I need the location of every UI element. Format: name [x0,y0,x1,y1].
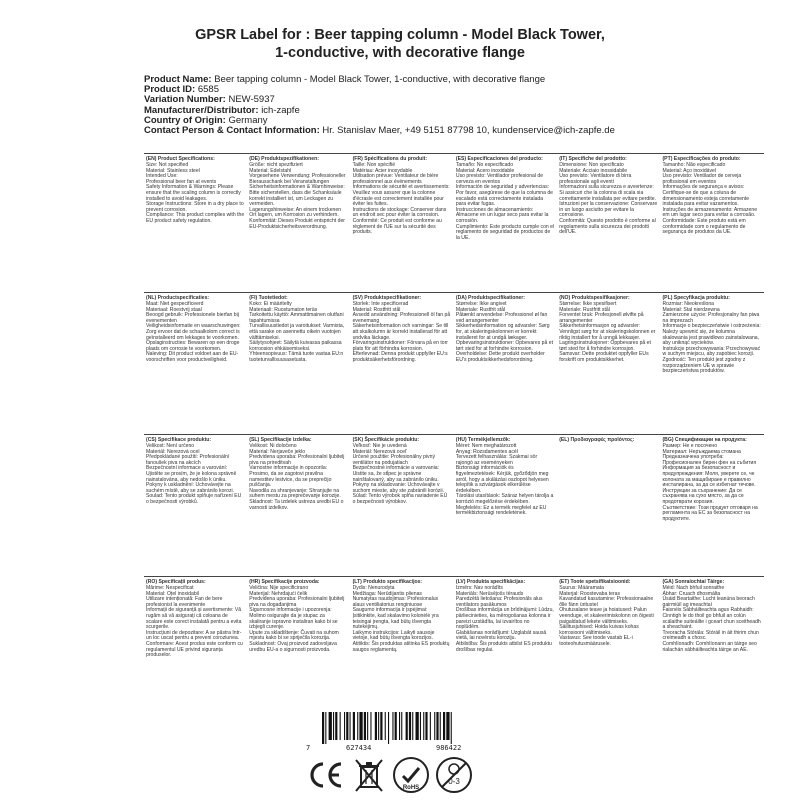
language-line: Glabāšanas norādījumi: Uzglabāt sausā vietā, lai novērstu koroziju. [455,629,548,642]
barcode-bar [325,712,326,744]
language-line: Conformare: Acest produs este conform cu regulamentul UE privind siguranța produselor. [146,641,245,659]
barcode-bar [436,712,438,740]
info-value: ich-zapfe [261,104,300,116]
language-line: Materiale: Rustfrit stål [455,306,506,313]
language-line: Vorgesehene Verwendung: Professioneller Bierausschank bei Veranstaltungen [249,173,347,185]
language-header: (EN) Product Specifications: [146,156,215,162]
language-line: Pokyny k uskladnění: Uchovávejte na suchém místě, aby se zabránilo korozi. [146,482,235,494]
language-line: Инструкции за съхранение: Да се съхранява на сухо място, за да се предотврати корозия. [662,487,746,506]
language-block [144,435,247,576]
language-line: Materiale: Acciaio inossidabile [559,167,628,174]
language-header: (BG) Спецификации на продукта: [662,437,747,443]
language-band [144,434,764,576]
barcode-bar [380,712,382,740]
language-line: Materiale: Rustfritt stål [559,306,610,313]
language-line: Instrukcje przechowywania: Przechowywać w suchym miejscu, aby zapobiec korozji. [662,345,762,358]
language-line: Storlek: Inte specificerad [352,301,409,308]
language-line: Utilisation prévue: Ventilateur de bière professionnel aux événements [352,173,440,185]
product-info [144,75,764,136]
language-line: Mărime: Nespecificat [146,585,194,592]
language-block [557,154,660,292]
language-line: Предназначена употреба: Професионален бирен фен на събития [662,454,757,466]
language-line: Tamanho: Não especificado [662,162,726,169]
language-line: Koko: Ei määritelty [249,301,292,308]
language-line: Vastavus: See toode vastab EL-i tooteohutusmäärusele. [559,635,635,648]
language-line: Medžiaga: Nerūdijantis plienas [352,590,422,597]
language-line: Zgodność: Ten produkt jest zgodny z rozporządzeniem UE w sprawie bezpieczeństwa produktów. [662,357,747,375]
language-block [144,293,247,434]
info-label: Product ID: [144,84,196,96]
language-line: Paredzētā lietošana: Profesionāls alus ventilators pasākumos [455,596,544,608]
language-line: Naleving: Dit product voldoet aan de EU-voorschriften voor productveiligheid. [146,351,239,364]
language-line: Informações de segurança e avisos: Certifique-se de que a coluna de dimensionamento esteja corretamente instalada para evitar vazamentos. [662,184,751,208]
language-line: Size: Not specified [146,162,189,169]
language-line: Laikymo instrukcijos: Laikyti sausoje vietoje, kad būtų išvengta korozijos. [352,629,436,642]
language-line: Sukladnost: Ovaj proizvod zadovoljava uredbu EU-a o sigurnosti proizvoda. [249,641,339,653]
language-line: Dydis: Nenurodyta [352,585,395,592]
language-line: Safety Information & Warnings: Please ensure that the scaling column is correctly installed to avoid leakages. [146,184,243,202]
language-line: Forventet bruk: Profesjonell ølvifte på arrangementer [559,312,645,324]
info-label: Country of Origin: [144,114,226,126]
svg-text:RoHS: RoHS [402,785,420,791]
language-block [351,293,454,434]
barcode-bar [370,712,371,740]
language-line: Istruzioni per la conservazione: Conservare in un luogo asciutto per evitare la corrosione. [559,201,659,219]
language-line: Veličina: Nije specificirano [249,585,309,592]
language-line: Matériau: Acier inoxydable [352,167,413,174]
language-line: Material: Acero inoxidable [455,167,515,174]
language-line: Bezpečnostní informace a varování: Ujistěte se prosím, že je kolona správně nainstalována, aby nedošlo k úniku. [146,465,238,483]
language-line: Skladnost: Ta izdelek ustreza uredbi EU o varnosti izdelkov. [249,499,345,511]
product-info-row [144,75,764,85]
language-block [351,577,454,718]
language-header: (PL) Specyfikacja produktu: [662,295,730,301]
language-line: Material: Oțel inoxidabil [146,590,199,597]
language-band [144,292,764,434]
barcode-bar [451,712,452,744]
barcode-bar [375,712,377,740]
barcode-bar [329,712,332,740]
language-line: Informații de siguranță și avertismente: Vă rugăm să vă asigurați că coloana de scalare este corect instalată pentru a evita scurgerile. [146,607,243,631]
language-block [454,435,557,576]
language-line: Efterlevnad: Denna produkt uppfyller EU:s produktsäkerhetsförordning. [352,351,450,364]
language-header: (SV) Produktspecifikationer: [352,295,422,301]
info-label: Manufacturer/Distributor: [144,104,259,116]
language-line: Materijal: Nehrđajući čelik [249,590,308,597]
language-line: Velikost: Ni določeno [249,443,297,450]
barcode-bar [412,712,413,740]
language-header: (GA) Sonraíochtaí Táirge: [662,579,725,585]
language-block [247,435,350,576]
barcode-bar [388,712,389,744]
language-header: (SK) Špecifikácie produktu: [352,437,420,443]
language-line: Информация за безопасност и предупреждения: Моля, уверете се, че колоната за мащабиране е правилно инсталирана, за да се избегнат течове. [662,465,756,489]
language-line: Ohutusalane teave ja hoiatused: Palun veenduge, et skaleerimiskolonn on õigesti paigaldatud lekete vältimiseks. [559,607,656,625]
svg-text:0-3: 0-3 [448,777,460,786]
language-header: (RO) Specificații produs: [146,579,206,585]
language-line: Tárolási utasítások: Száraz helyen tárolja a korrózió megelőzése érdekében. [455,493,555,506]
language-line: Opslaginstructies: Bewaren op een droge plaats om corrosie te voorkomen. [146,340,241,352]
info-value: NEW-5937 [228,94,275,106]
language-line: Tamaño: No especificado [455,162,514,169]
language-line: Materiaal: Roestvrij staal [146,306,202,313]
language-header: (LV) Produkta specifikācijas: [455,579,526,585]
language-line: Säkerhetsinformation och varningar: Se till att skalkolumn är korrekt installerad för att undvika läckage. [352,323,450,341]
language-line: Avsedd användning: Professionell öl fan på evenemang [352,312,452,324]
language-line: Størrelse: Ikke angivet [455,301,507,308]
language-line: Overholdelse: Dette produkt overholder EU's produktsikkerhedsforordning. [455,351,547,364]
barcode-digit-left: 627434 [346,744,372,752]
language-line: Compliance: This product complies with the EU product safety regulation. [146,212,246,225]
language-header: (NO) Produktspesifikasjoner: [559,295,630,301]
language-line: Material: Stainless steel [146,167,200,174]
language-line: Suurus: Määramata [559,585,604,592]
language-line: Předpokládané použití: Profesionální fanoušek piva na akcích [146,454,231,466]
language-line: Turvallisuustiedot ja varoitukset: Varmista, että sarake on asennettu oikein vuotojen välttämiseksi. [249,323,346,341]
language-line: Beoogd gebruik: Professionele bierfan bij evenementen [146,312,241,324]
language-header: (ET) Toote spetsifikatsioonid: [559,579,631,585]
language-line: Predvidena uporaba: Profesionalni ljubitelj piva na prireditvah [249,454,346,466]
language-line: Soulad: Tento produkt splňuje nařízení EU o bezpečnosti výrobků. [146,493,243,506]
language-header: (LT) Produkto specifikacijos: [352,579,423,585]
language-line: Размер: Не е посочено [662,443,718,450]
language-line: Størrelse: Ikke spesifisert [559,301,617,308]
rohs-icon [391,755,431,795]
language-block [557,577,660,718]
language-line: Instrucciones de almacenamiento: Almacene en un lugar seco para evitar la corrosión. [455,206,550,225]
info-value: Germany [228,114,268,126]
barcode-bar [434,712,435,740]
language-line: Sicherheitsinformationen & Warnhinweise: Bitte sicherstellen, dass die Schanksäule korrekt installiert ist, um Leckagen zu vermeiden. [249,184,347,208]
language-block [351,154,454,292]
language-line: Veľkosť: Nie je uvedená [352,443,407,450]
language-header: (EL) Προδιαγραφές προϊόντος: [559,437,635,443]
page-title [0,26,800,62]
language-block [660,435,763,576]
info-label: Product Name: [144,74,212,85]
language-line: Förvaringsinstruktioner: Förvara på en torr plats för att förhindra korrosion. [352,340,450,352]
barcode-bar [357,712,358,740]
barcode-bar [425,712,427,740]
language-block [247,293,350,434]
language-block [454,577,557,718]
ce-mark-icon [306,755,346,795]
barcode-bar [359,712,362,740]
language-line: Súlad: Tento výrobok spĺňa nariadenie EÚ o bezpečnosti výrobkov. [352,493,449,506]
language-line: Upute za skladištenje: Čuvati na suhom mjestu kako bi se spriječila korozija. [249,629,341,642]
language-line: Lagerungshinweise: An einem trockenen Ort lagern, um Korrosion zu verhindern. [249,206,343,219]
language-line: Treoracha Stórála: Stóráil in áit thirim chun creimeadh a chosc. [662,629,761,642]
language-header: (HU) Termékjellemzők: [455,437,511,443]
info-label: Variation Number: [144,94,226,106]
language-line: Materiál: Nerezová ocel [146,448,200,455]
language-line: Materiaali: Ruostumaton teräs [249,306,318,313]
language-line: Samsvar: Dette produktet oppfyller EUs forskrift om produktsikkerhet. [559,351,651,364]
language-block [454,293,557,434]
barcode-bar [353,712,355,740]
language-line: Faisnéis Sábháilteachta agus Rabhaidh: Cinntigh le do thoil go bhfuil an colún scálaithe suiteáilte i gceart chun sceitheadh a sheachaint. [662,607,763,631]
language-block [557,293,660,434]
language-line: Taille: Non spécifié [352,162,396,169]
language-block [247,154,350,292]
language-block [660,293,763,434]
barcode-bar [416,712,419,740]
barcode-bar [344,712,345,740]
language-header: (ES) Especificaciones del producto: [455,156,543,162]
language-line: Dimensione: Non specificato [559,162,624,169]
language-line: Určené použitie: Profesionálny pivný ventilátor na podujatiach [352,454,437,466]
language-line: Maat: Niet gespecificeerd [146,301,204,308]
language-header: (DE) Produktspezifikationen: [249,156,319,162]
language-line: Uso previsto: Ventilador profesional de cerveza en eventos [455,173,545,185]
barcode-bar [322,712,324,744]
language-header: (FI) Tuotetiedot: [249,295,288,301]
language-line: Opbevaringsinstruktioner: Opbevares på et tørt sted for at forhindre korrosion. [455,340,555,352]
language-line: Materiał: Stal nierdzewna [662,306,720,313]
language-band [144,153,764,292]
compliance-symbols [0,755,800,795]
recycle-bin-crossed-icon [349,755,389,795]
language-line: Material: Aço inoxidável [662,167,716,174]
barcode-bar [406,712,408,740]
language-line: Sikkerhedsinformation og advarsler: Sørg for, at skaleringskolonnen er korrekt installeret for at undgå lækager. [455,323,552,341]
language-line: Atbilstība: Šis produkts atbilst ES produktu drošības regulai. [455,641,554,653]
language-line: Säilytysohjeet: Säilytä kuivassa paikassa korroosion ehkäisemiseksi. [249,340,344,352]
barcode-bar [335,712,337,740]
language-header: (SL) Specifikacije izdelka: [249,437,312,443]
language-line: Material: Edelstahl [249,167,292,174]
language-block [144,577,247,718]
barcode-bar [401,712,402,740]
language-block [247,577,350,718]
language-line: Yhteensopivuus: Tämä tuote vastaa EU:n tuoteturvallisuusasetusta. [249,351,345,364]
language-line: Материал: Неръждаема стомана [662,448,741,455]
language-line: Tervezett felhasználás: Szakmai sör rajongó az eseményeken [455,454,539,466]
language-block [557,435,660,576]
barcode-bar [350,712,351,740]
language-block [454,154,557,292]
language-line: Sigurnosne informacije i upozorenja: Molimo osigurajte da je stupac za skaliranje ispravno instaliran kako bi se izbjegli curenje. [249,607,340,631]
language-line: Comhlíonadh: Comhlíonann an táirge seo rialachán sábháilteachta táirge an AE. [662,641,759,653]
language-grid [144,153,764,718]
barcode-bar [333,712,334,740]
language-line: Méid: Nach bhfuil sonraithe [662,585,725,592]
language-line: Navodila za shranjevanje: Shranjujte na suhem mestu za preprečevanje korozije. [249,487,341,500]
language-header: (FR) Spécifications du produit: [352,156,428,162]
language-line: Numatytas naudojimas: Profesionalus alaus ventiliatorius renginiuose [352,596,440,608]
info-value: Beer tapping column - Model Black Tower, 1-conductive, with decorative flange [214,74,546,85]
barcode-bar [364,712,366,740]
language-line: Informacje o bezpieczeństwie i ostrzeżenia: Należy upewnić się, że kolumna skalowania jest prawidłowo zainstalowana, aby uniknąć wycieków. [662,323,763,347]
language-line: Uso previsto: Ventilador de cerveja profissional em eventos [662,173,743,185]
language-line: Lagringsinstruksjoner: Oppbevares på et tørt sted for å forhindre korrosjon. [559,340,653,352]
language-line: Uso previsto: Ventilatore di birra professionale agli eventi [559,173,633,185]
language-line: Instruções de armazenamento: Armazene em um lugar seco para evitar a corrosão. [662,206,759,219]
info-label: Contact Person & Contact Information: [144,125,320,137]
language-line: Konformität: Dieses Produkt entspricht der EU-Produktsicherheitsverordnung. [249,218,347,230]
language-line: Izmērs: Nav norādīts [455,585,503,592]
language-line: Kavandatud kasutamine: Professionaalne õlle fänn üritustel [559,596,655,608]
language-line: Съответствие: Този продукт отговаря на регламента на ЕС за безопасност на продуктите. [662,504,760,522]
barcode-bar [423,712,424,740]
language-line: Instrucțiuni de depozitare: A se păstra într-un loc uscat pentru a preveni coroziunea. [146,629,242,642]
language-line: Rozmiar: Nieokreślona [662,301,715,308]
barcode-bar [367,712,368,740]
language-line: Materjal: Roostevaba teras [559,590,621,597]
language-line: Cumplimiento: Este producto cumple con el reglamento de seguridad de productos de la UE. [455,223,556,241]
language-line: Storage Instructions: Store in a dry place to prevent corrosion. [146,201,246,213]
language-line: Materiāls: Nerūsējošs tērauds [455,590,524,597]
title-line-2: 1-conductive, with decorative flange [275,45,525,61]
barcode-bar [443,712,445,740]
barcode-bar [440,712,441,740]
language-line: Zamierzone użycie: Profesjonalny fan piwa na imprezach [662,312,761,324]
language-block [660,577,763,718]
language-line: Úsáid Beartaithe: Lucht leanúna beorach gairmiúil ag imeachtaí [662,596,757,608]
language-line: Conformidade: Este produto está em conformidade com o regulamento de segurança de produtos da UE. [662,218,748,236]
language-header: (DA) Produktspecifikationer: [455,295,525,301]
language-line: Información de seguridad y advertencias: Por favor, asegúrese de que la columna de escalado está correctamente instalada para evitar fugas. [455,184,555,208]
barcode-bar [340,712,341,740]
language-line: Drošības informācija un brīdinājumi: Lūdzu, pārliecinieties, ka mērogošanas kolonna ir pareizi uzstādīta, lai izvairītos no noplūdēm. [455,607,556,631]
language-line: Intended Use: [146,173,178,180]
language-line: Utilizare intenționată: Fan de bere profesionist la evenimente [146,596,224,608]
info-value: Hr. Stanislav Maer, +49 5151 87798 10, kundenservice@ich-zapfe.de [322,125,615,137]
language-line: Informazioni sulla sicurezza e avvertenze: Si assicuri che la colonna di scala sia correttamente installata per evitare perdite. [559,184,657,202]
language-line: Professional beer fan at events [146,178,217,185]
barcode-bar [399,712,400,740]
language-line: Veiligheidsinformatie en waarschuwingen: Zorg ervoor dat de schaalkolom correct is geïnstalleerd om lekkages te voorkomen. [146,323,242,341]
barcode-bar [420,712,421,740]
language-line: Informations de sécurité et avertissements: Veuillez vous assurer que la colonne d'écrasle est correctement installée pour éviter les fuites. [352,184,452,208]
language-line: Instructions de stockage: Conserver dans un endroit sec pour éviter la corrosion. [352,206,448,219]
language-line: Säilitusjuhised: Hoida kuivas kohas korrosiooni vältimiseks. [559,624,641,636]
language-line: Material: Nerjaveče jeklo [249,448,306,455]
language-line: Påtænkt anvendelse: Professionel øl fan ved arrangementer [455,312,549,324]
language-line: Sikkerhetsinformasjon og advarsler: Vennligst sørg for at skaleringskolonnen er riktig installert for å unngå lekkasjer. [559,323,657,341]
language-line: Conformité: Ce produit est conforme au règlement de l'UE sur la sécurité des produits. [352,218,444,236]
language-line: Megfelelés: Ez a termék megfelel az EU termékbiztonsági rendeletének. [455,504,548,517]
language-header: (HR) Specifikacije proizvoda: [249,579,320,585]
language-header: (CS) Specifikace produktu: [146,437,212,443]
barcode-bar [395,712,397,740]
language-line: Méret: Nem meghatározott [455,443,517,450]
barcode-bar [385,712,386,740]
language-line: Pokyny na skladovanie: Uchovávajte v suchom mieste, aby ste zabránili korózii. [352,482,445,494]
barcode-bar [378,712,379,740]
barcode-digit-right: 986422 [436,744,462,752]
barcode-bar [446,712,449,740]
language-block [660,154,763,292]
barcode-bars [318,712,498,744]
barcode-bar [430,712,431,740]
language-line: Materiál: Nerezová oceľ [352,448,407,455]
barcode-bar [346,712,348,740]
language-line: Anyag: Rozsdamentes acél [455,448,518,455]
language-header: (PT) Especificações do produto: [662,156,741,162]
barcode-digit-first: 7 [306,744,311,752]
title-line-1: GPSR Label for : Beer tapping column - Model Black Tower, [195,27,605,43]
language-line: Atitiktis: Šis produktas atitinka ES produktų saugos reglamentą. [352,641,451,653]
language-line: Material: Rostfritt stål [352,306,401,313]
language-header: (NL) Productspecificaties: [146,295,210,301]
language-line: Velikost: Není určeno [146,443,195,450]
language-line: Größe: nicht spezifiziert [249,162,303,169]
barcode-bar [392,712,393,740]
barcode [318,712,498,756]
language-block [144,154,247,292]
language-line: Biztonsági információk és figyelmeztetések: Kérjük, győződjön meg arról, hogy a skálázási oszlopot helyesen telepítik a szivárgások elkerülése érdekében. [455,465,551,494]
language-line: Saugumo informacija ir įspėjimai: Įsitikinkite, kad skalavimo kolonėlė yra teisingai įrengta, kad būtų išvengta nutekėjimų. [352,607,441,631]
language-line: Bezpečnostné informácie a varovania: Uistite sa, že stĺpec je správne nainštalovaný, aby sa zabránilo úniku. [352,465,441,483]
language-block [351,435,454,576]
language-line: Predviđena uporaba: Profesionalni ljubitelj piva na događanjima [249,596,346,608]
language-line: Conformità: Questo prodotto è conforme al regolamento sulla sicurezza dei prodotti dell'UE. [559,218,658,236]
language-band [144,576,764,718]
barcode-bar [409,712,411,740]
language-line: Ábhar: Cruach dhosmálta [662,590,721,597]
info-value: 6585 [197,84,219,96]
language-line: Varnostne informacije in opozorila: Prosimo, da se zagotovi pravilna namestitev lestvice, da se preprečijo puščanja. [249,465,333,489]
age-0-3-warning-icon [434,755,474,795]
language-header: (IT) Specifiche del prodotto: [559,156,627,162]
product-info-row [144,126,764,136]
language-line: Tarkoitettu käyttö: Ammattimainen olutfani tapahtumissa [249,312,345,324]
